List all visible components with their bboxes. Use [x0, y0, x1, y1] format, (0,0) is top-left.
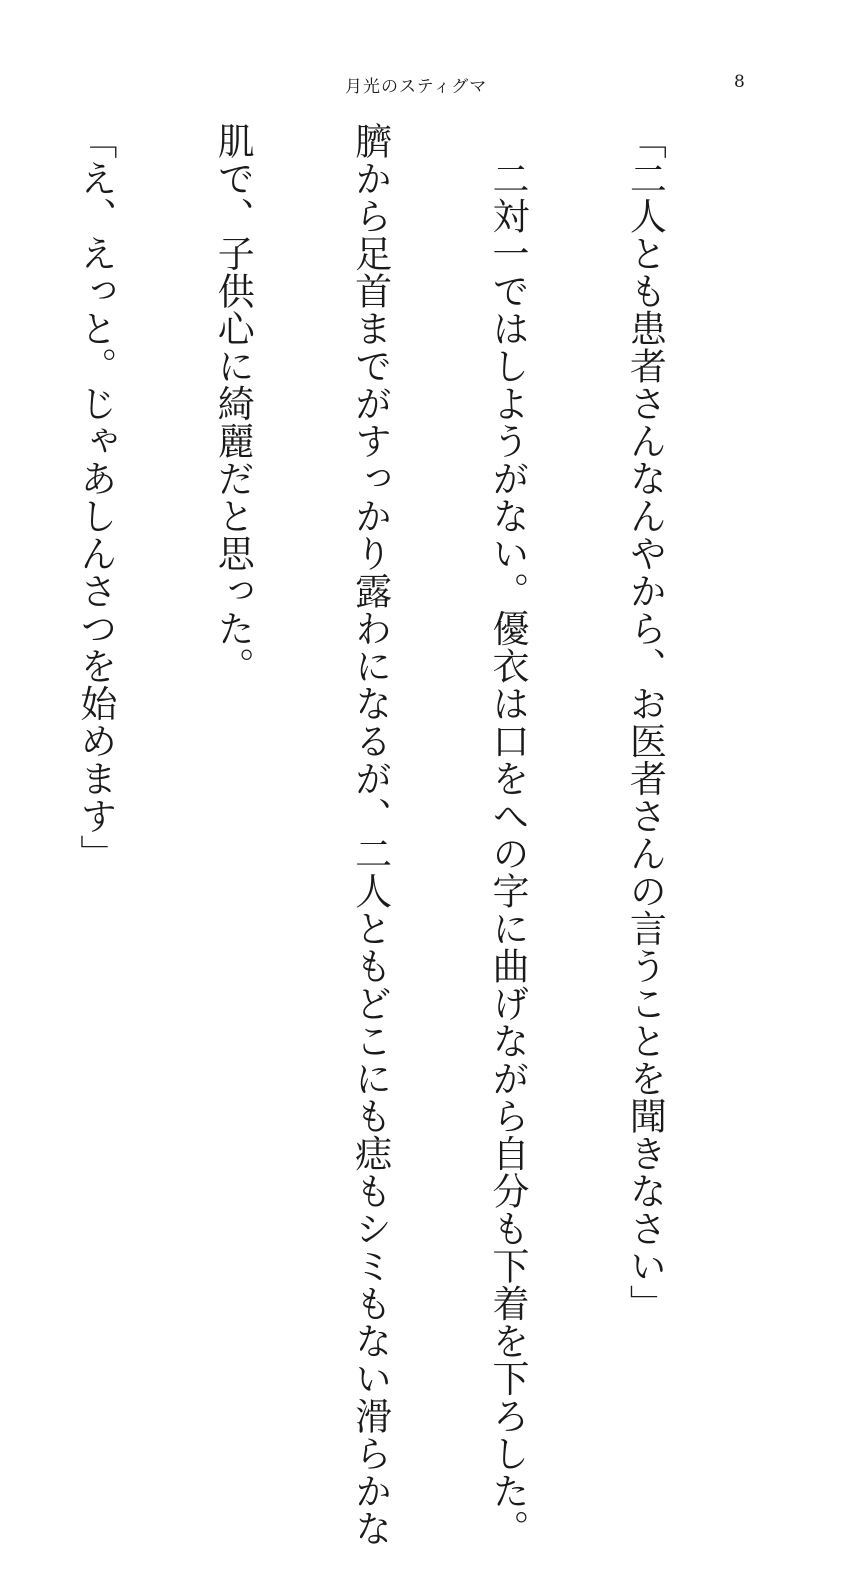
page-number: 8 — [734, 72, 745, 92]
text-line: 二対一ではしようがない。優衣は口をへの字に曲げながら自分も下着を下ろした。 — [486, 122, 530, 1547]
text-line: 「え、えっと。じゃあしんさつを始めます」 — [73, 122, 117, 872]
text-line: 「二人とも患者さんなんやから、お医者さんの言うことを聞きなさい」 — [623, 122, 667, 1322]
vertical-body-text — [0, 122, 759, 1547]
running-head — [0, 72, 841, 98]
book-title: 月光のスティグマ — [345, 77, 488, 97]
text-line: 臍から足首までがすっかり露わになるが、二人ともどこにも痣もシミもない滑らかな — [348, 122, 392, 1547]
text-line: 肌で、子供心に綺麗だと思った。 — [211, 122, 255, 685]
